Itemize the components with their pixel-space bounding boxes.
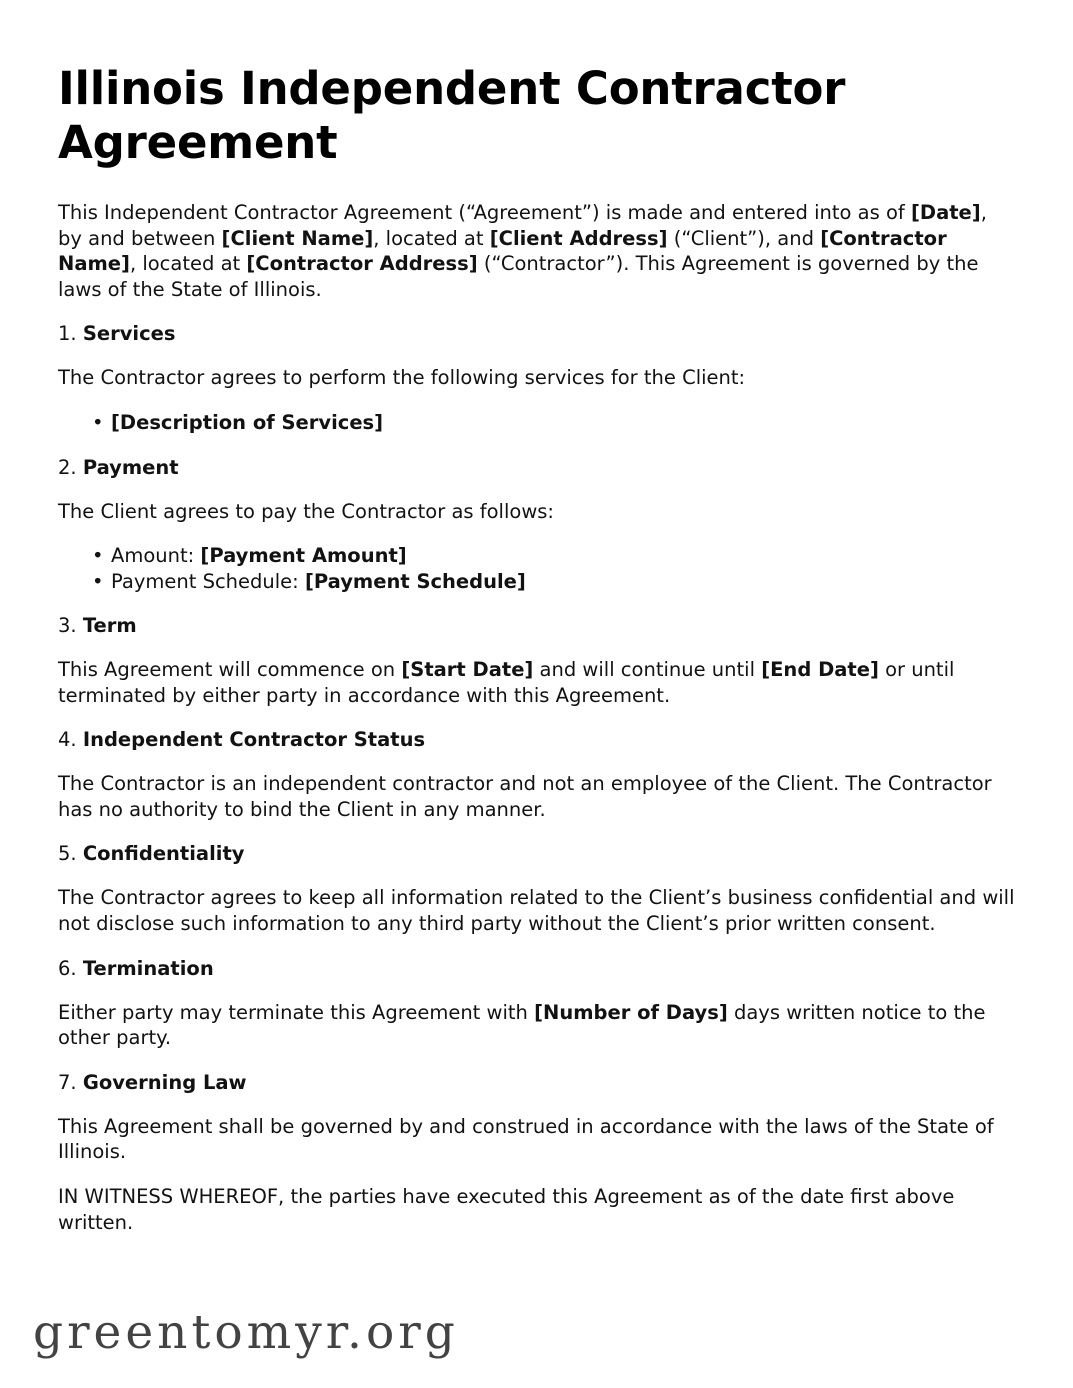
intro-text-6: (“Contractor”). This Agreement is governed by the laws of the State of Illinois.	[58, 252, 979, 301]
site-watermark: greentomyr.org	[33, 1305, 459, 1360]
section-body-independent-contractor-status: The Contractor is an independent contractor and not an employee of the Client. The Contractor has no authority to bind the Client in any manner.	[58, 772, 992, 821]
list-item	[58, 569, 1016, 594]
section-title: Payment	[82, 455, 179, 479]
bullet-label-amount: Amount:	[111, 544, 201, 568]
section-heading-termination	[58, 956, 1016, 981]
intro-text-2: , by and between	[58, 201, 987, 250]
term-text-1: This Agreement will commence on	[58, 657, 402, 681]
section-number: 6.	[58, 956, 77, 980]
field-date: [Date]	[910, 201, 981, 224]
section-title: Term	[82, 613, 137, 637]
section-number: 2.	[58, 455, 77, 479]
list-item	[58, 543, 1016, 568]
intro-text-5: , located at	[129, 252, 247, 276]
section-body-services: The Contractor agrees to perform the following services for the Client:	[58, 366, 746, 390]
section-heading-term	[58, 613, 1016, 638]
page-title: Illinois Independent Contractor Agreement	[58, 62, 846, 169]
termination-text-1: Either party may terminate this Agreement with	[58, 1000, 535, 1024]
section-title: Services	[82, 322, 176, 346]
section-number: 7.	[58, 1070, 77, 1094]
section-body-governing-law: This Agreement shall be governed by and construed in accordance with the laws of the State of Illinois.	[58, 1114, 994, 1164]
section-heading-independent-contractor-status	[58, 727, 1016, 752]
section-heading-governing-law	[58, 1070, 1016, 1095]
section-number: 1.	[58, 322, 77, 346]
section-body-payment: The Client agrees to pay the Contractor as follows:	[58, 499, 555, 523]
intro-text-4: (“Client”), and	[667, 226, 821, 250]
section-title: Termination	[82, 956, 214, 980]
section-number: 3.	[58, 613, 77, 637]
field-description-of-services: [Description of Services]	[111, 410, 384, 434]
term-text-3: or until terminated by either party in accordance with this Agreement.	[58, 657, 955, 707]
field-contractor-address: [Contractor Address]	[246, 252, 478, 276]
section-number: 4.	[58, 728, 77, 752]
termination-text-2: days written notice to the other party.	[58, 1000, 986, 1050]
intro-text-1: This Independent Contractor Agreement (“Agreement”) is made and entered into as of	[58, 201, 911, 224]
field-client-name: [Client Name]	[221, 226, 374, 250]
section-body-confidentiality: The Contractor agrees to keep all information related to the Client’s business confidential and will not disclose such information to any third party without the Client’s prior written consent.	[58, 886, 1015, 935]
section-body-term	[58, 657, 1016, 708]
field-contractor-name: [Contractor Name]	[58, 226, 947, 276]
field-client-address: [Client Address]	[489, 226, 668, 250]
section-heading-services	[58, 321, 1016, 346]
section-heading-confidentiality	[58, 841, 1016, 866]
closing-paragraph: IN WITNESS WHEREOF, the parties have executed this Agreement as of the date first above written.	[58, 1184, 955, 1234]
field-end-date: [End Date]	[761, 657, 879, 681]
payment-bullet-list	[58, 543, 1016, 594]
section-title: Confidentiality	[82, 842, 245, 866]
services-bullet-list	[58, 410, 1016, 436]
bullet-label-payment-schedule: Payment Schedule:	[111, 569, 305, 593]
section-body-termination	[58, 1000, 1016, 1051]
intro-text-3: , located at	[373, 226, 490, 250]
field-start-date: [Start Date]	[401, 657, 534, 681]
document-content	[58, 62, 1016, 1254]
term-text-2: and will continue until	[533, 657, 762, 681]
field-payment-schedule: [Payment Schedule]	[304, 569, 526, 593]
field-payment-amount: [Payment Amount]	[200, 544, 407, 568]
section-title: Independent Contractor Status	[82, 728, 426, 752]
intro-paragraph	[58, 200, 1016, 302]
section-heading-payment	[58, 455, 1016, 480]
list-item	[58, 410, 1016, 436]
section-number: 5.	[58, 842, 77, 866]
field-number-of-days: [Number of Days]	[534, 1000, 728, 1024]
section-title: Governing Law	[82, 1070, 247, 1094]
